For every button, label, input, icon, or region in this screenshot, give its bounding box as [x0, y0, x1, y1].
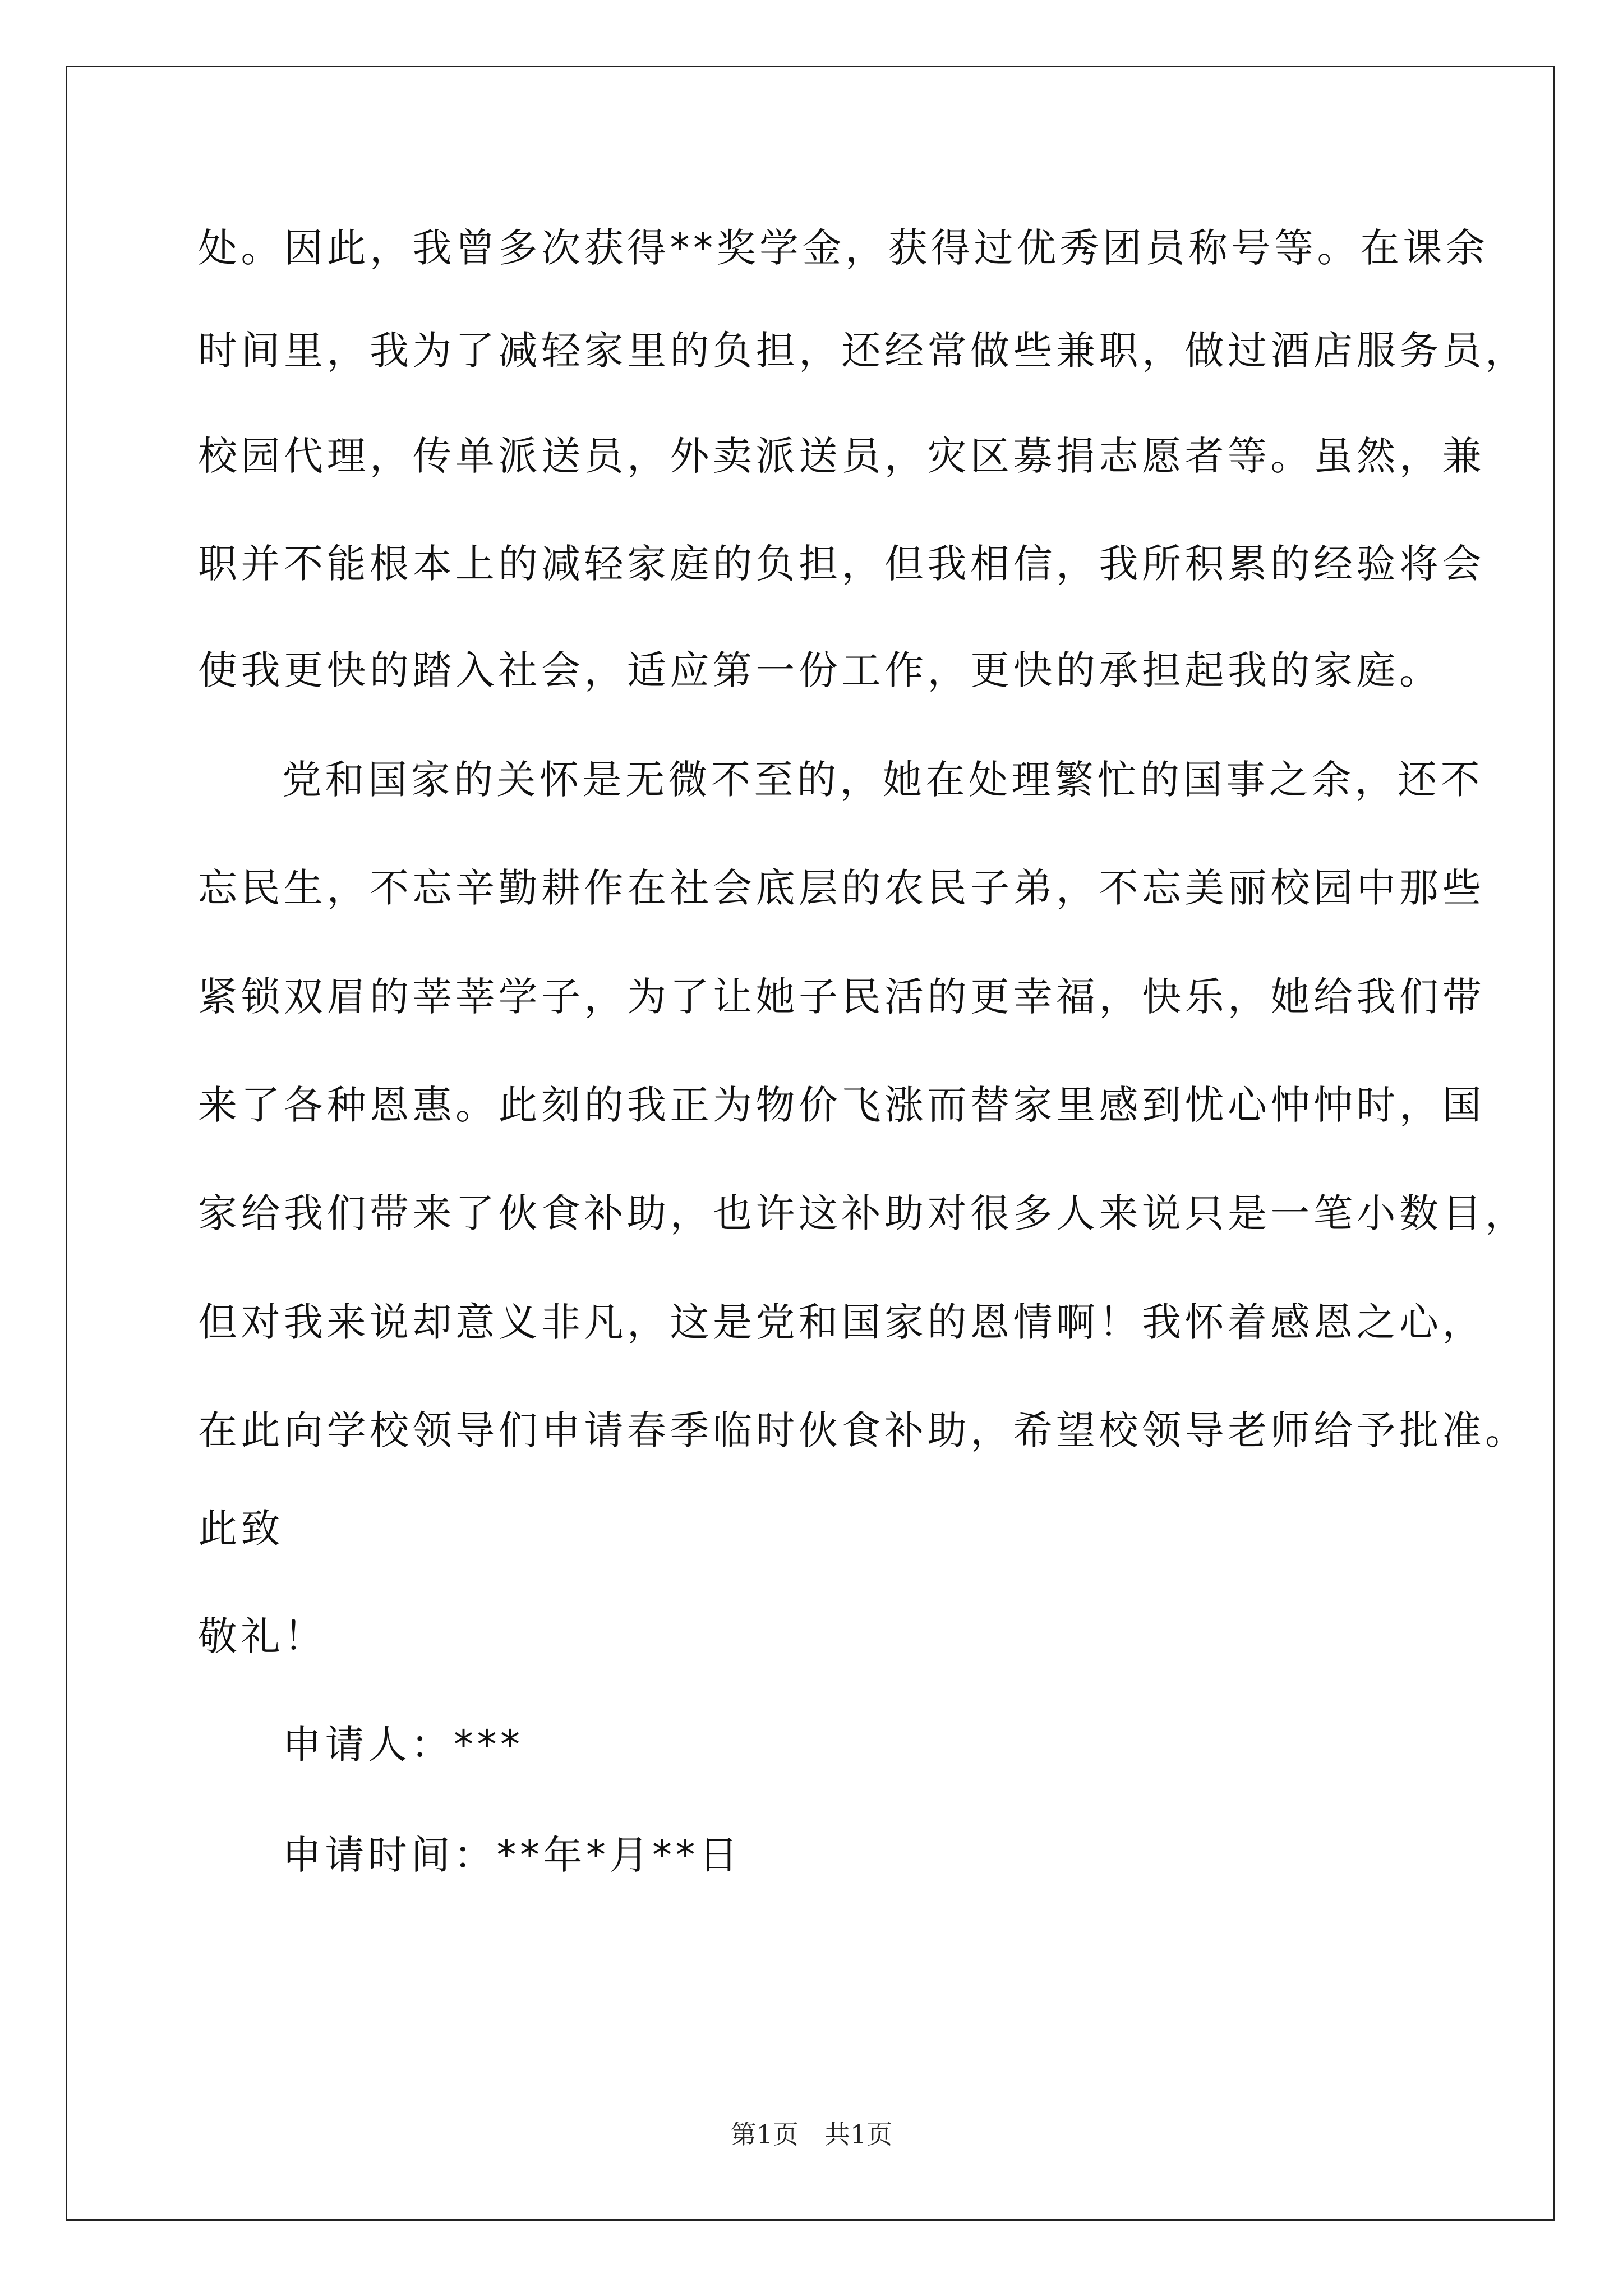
body-line-10: 家给我们带来了伙食补助，也许这补助对很多人来说只是一笔小数目， — [198, 1190, 1528, 1236]
closing-jing-li: 敬礼！ — [198, 1613, 327, 1659]
body-line-9: 来了各种恩惠。此刻的我正为物价飞涨而替家里感到忧心忡忡时，国 — [198, 1082, 1485, 1128]
closing-ci-zhi: 此致 — [198, 1506, 284, 1552]
page-border — [66, 66, 1555, 2221]
body-line-5: 使我更快的踏入社会，适应第一份工作，更快的承担起我的家庭。 — [198, 647, 1442, 693]
body-line-11: 但对我来说却意义非凡，这是党和国家的恩情啊！我怀着感恩之心， — [198, 1299, 1485, 1345]
body-line-2: 时间里，我为了减轻家里的负担，还经常做些兼职，做过酒店服务员， — [198, 328, 1528, 374]
body-line-6: 党和国家的关怀是无微不至的，她在处理繁忙的国事之余，还不 — [282, 757, 1483, 803]
body-line-4: 职并不能根本上的减轻家庭的负担，但我相信，我所积累的经验将会 — [198, 541, 1485, 587]
applicant-line: 申请人：*** — [282, 1722, 524, 1768]
body-line-3: 校园代理，传单派送员，外卖派送员，灾区募捐志愿者等。虽然，兼 — [198, 433, 1485, 479]
page-footer: 第1页 共1页 — [730, 2119, 893, 2150]
body-line-7: 忘民生，不忘辛勤耕作在社会底层的农民子弟，不忘美丽校园中那些 — [198, 865, 1485, 911]
body-line-12: 在此向学校领导们申请春季临时伙食补助，希望校领导老师给予批准。 — [198, 1407, 1528, 1453]
body-line-8: 紧锁双眉的莘莘学子，为了让她子民活的更幸福，快乐，她给我们带 — [198, 974, 1485, 1020]
body-line-1: 处。因此，我曾多次获得**奖学金，获得过优秀团员称号等。在课余 — [198, 225, 1489, 271]
application-date-line: 申请时间：**年*月**日 — [282, 1832, 742, 1878]
